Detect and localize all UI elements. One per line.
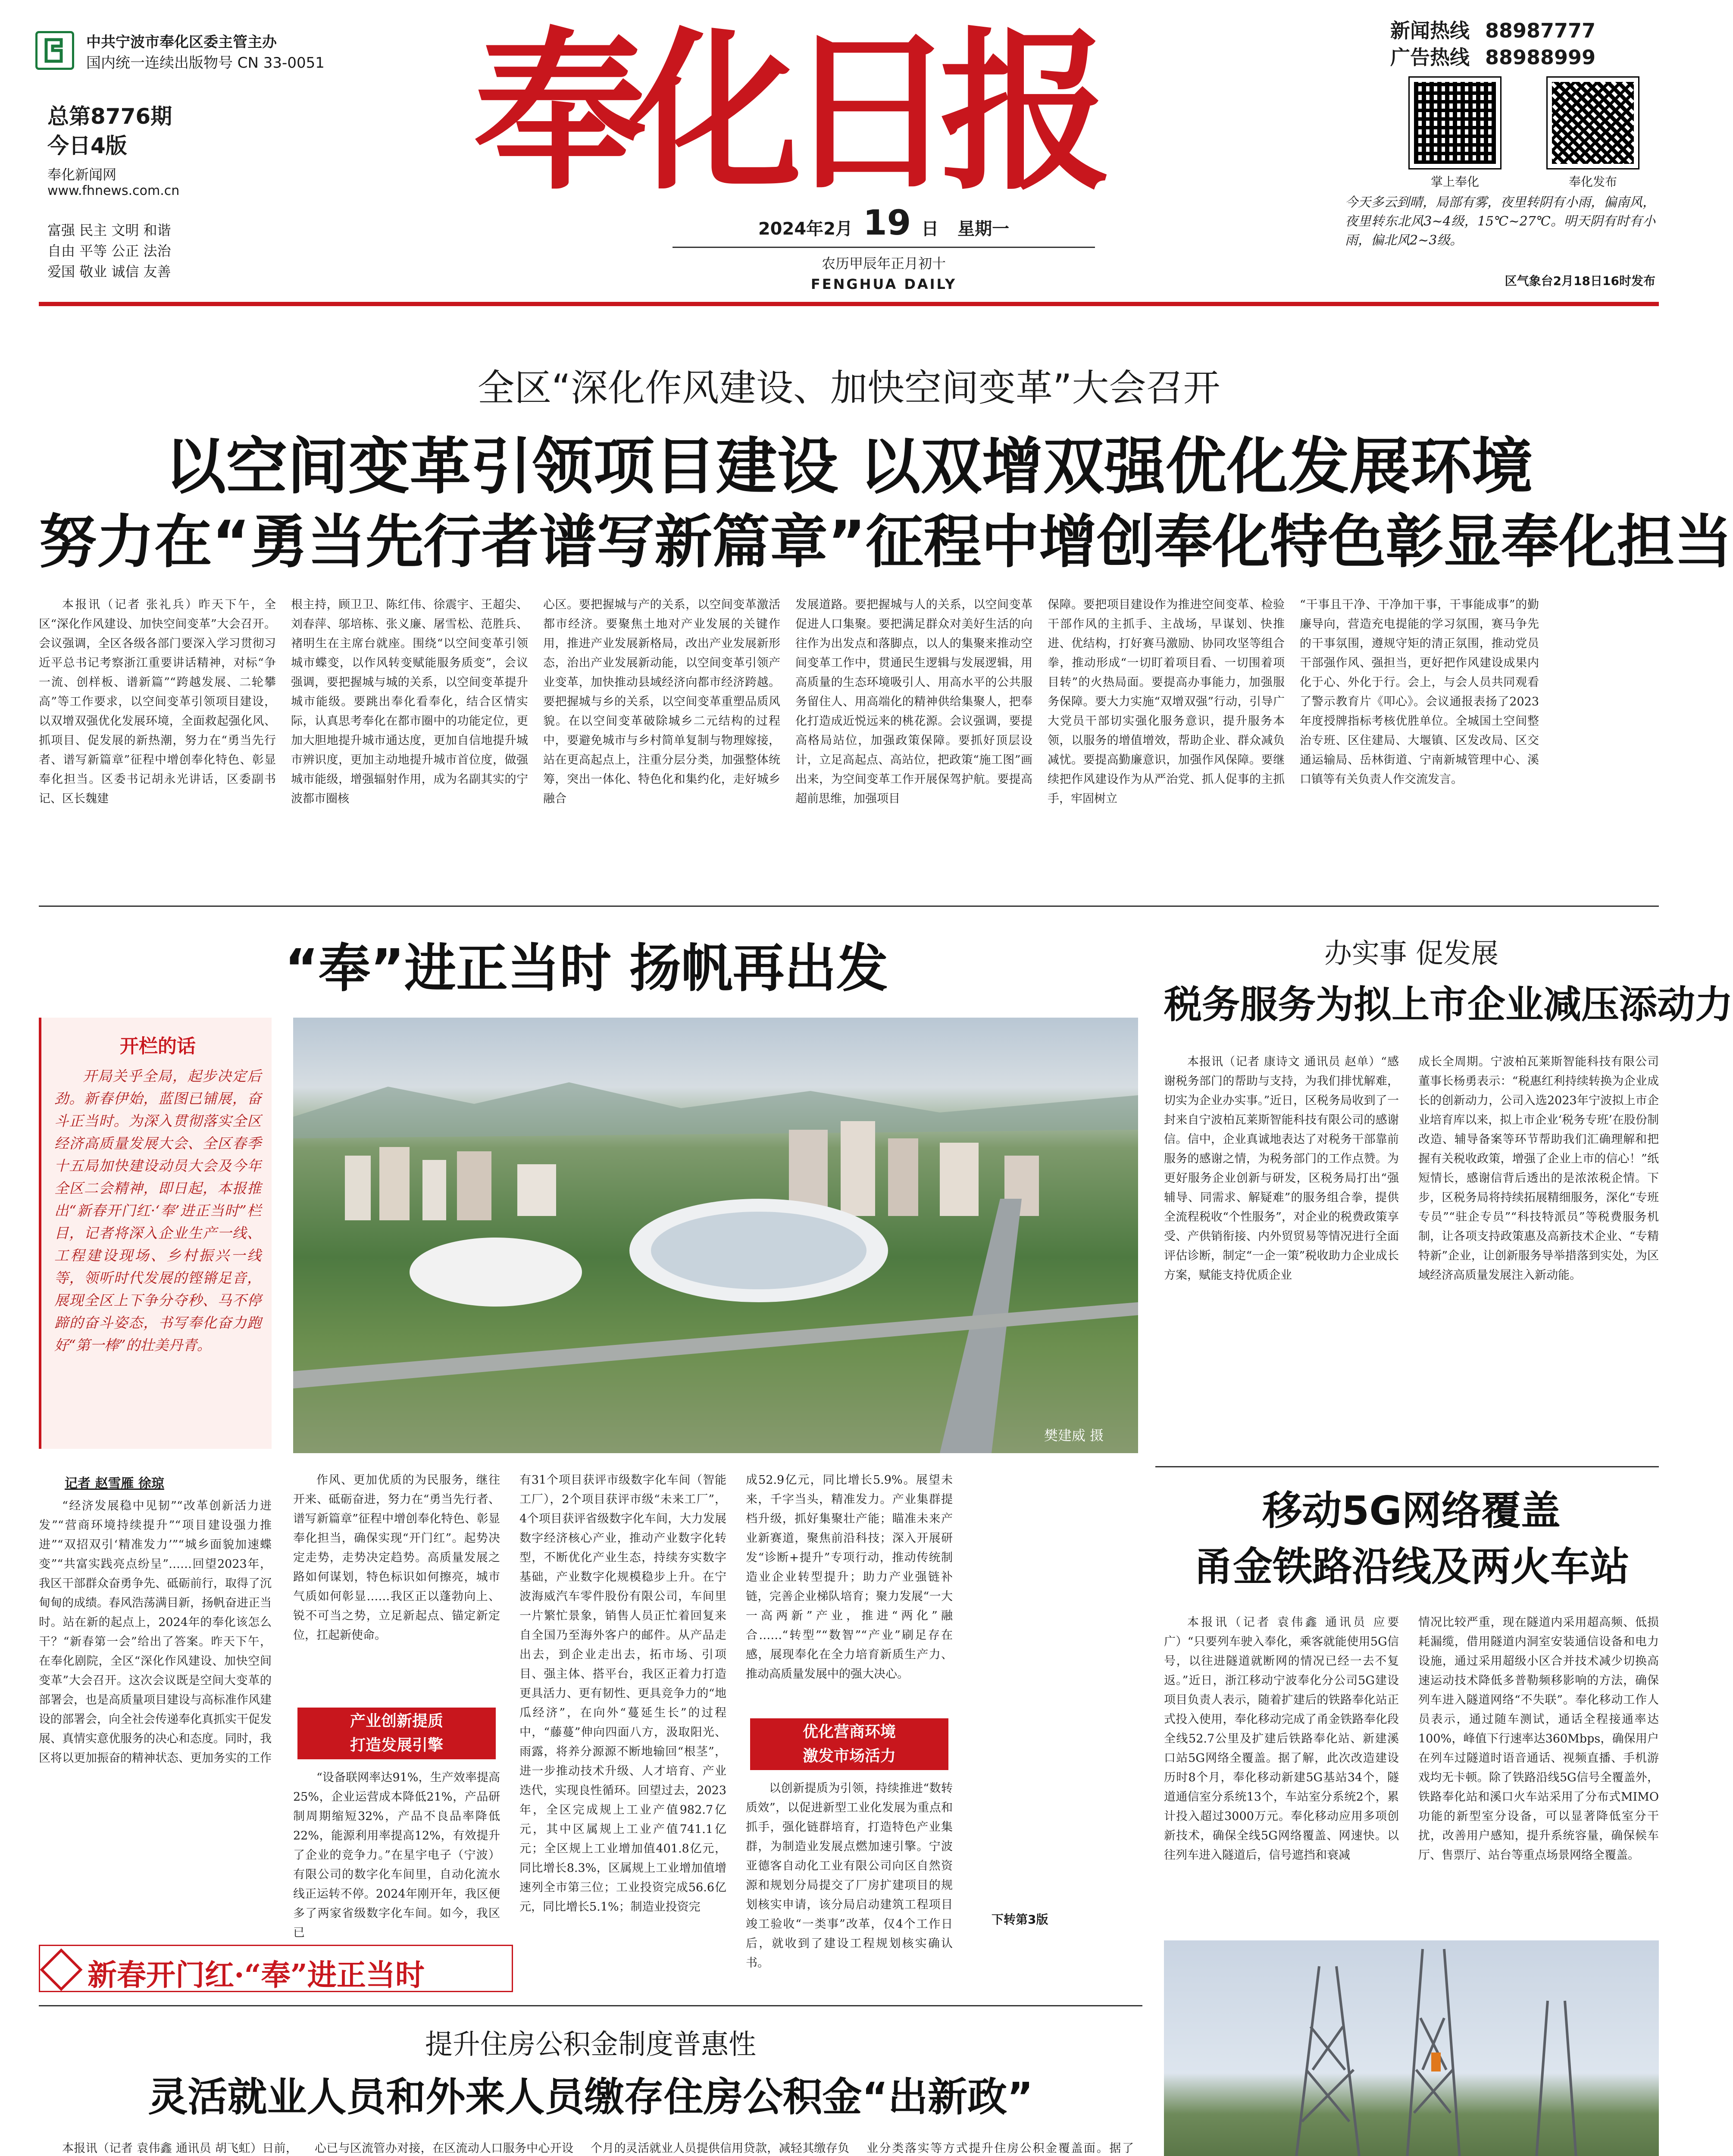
page-count: 今日4版 [47,133,127,158]
site-name: 奉化新闻网 [47,166,117,183]
lead-column: 根主持，顾卫卫、陈红伟、徐震宇、王超尖、刘春萍、邬培栋、张义廉、屠雪松、范胜兵、褚明生在主席台就座。围绕“以空间变革引领城市蝶变，以作风转变赋能服务质变”，会议强调，要把握城与城的关系，以空间变革提升城市能级。要跳出奉化看奉化，结合区情实际，认真思考奉化在都市圈中的功能定位，更加大胆地提升城市通达度，更加自信地提升城市辨识度，更加主动地提升城市首位度，做强城市能级，增强辐射作用，成为名副其实的宁波都市圈核 [291,598,528,805]
spring-column: 有31个项目获评市级数字化车间（智能工厂），2个项目获评市级“未来工厂”，4个项目获评省级数字化车间，大力发展数字经济核心产业，推动产业数字化转型，不断优化产业生态，持续夯实数字基础，产业数字化规模稳步上升。在宁波海威汽车零件股份有限公司，车间里一片繁忙景象，销售人员正忙着回复来自全国乃至海外客户的邮件。从产品走出去，到企业走出去，拓市场、引项目、强主体、搭平台，我区正着力打造更具活力、更有韧性、更具竞争力的“地瓜经济”，在向外“蔓延生长”的过程中，“藤蔓”伸向四面八方，汲取阳光、雨露，将养分源源不断地输回“根茎”，进一步推动技术升级、人才培育、产业迭代，实现良性循环。回望过去，2023年，全区完成规上工业产值982.7亿元，其中区属规上工业产值741.1亿元；全区规上工业增加值401.8亿元，同比增长8.3%，区属规上工业增加值增速列全市第三位；工业投资完成56.6亿元，同比增长5.1%；制造业投资完 [519,1473,726,1914]
lead-column: 心区。要把握城与产的关系，以空间变革激活都市经济。要聚焦土地对产业发展的关键作用，推进产业发展新格局，改出产业发展新形态，治出产业发展新动能，以空间变革引领产业变革，加快推动县域经济向都市经济跨越。要把握城与乡的关系，以空间变革重塑品质风貌。在以空间变革破除城乡二元结构的过程中，要避免城市与乡村简单复制与物理嫁接，站在更高起点上，注重分层分类，加强整体统筹，突出一体化、特色化和集约化，走好城乡融合 [543,598,780,805]
issue-date [690,203,1078,243]
lead-column-extra [1552,595,1659,897]
lead-column: 保障。要把项目建设作为推进空间变革、检验干部作风的主抓手、主战场，早谋划、快推进、优结构，打好赛马激励、协同攻坚等组合拳，推动形成“一切盯着项目看、一切围着项目转”的火热局面。要提高办事能力，加强服务保障。要大力实施“双增双强”行动，引导广大党员干部切实强化服务意识，提升服务本领，以服务的增值增效，帮助企业、群众减负减忧。要提高勤廉意识，加强作风保障。要继续把作风建设作为从严治党、抓人促事的主抓手，牢固树立 [1048,598,1285,805]
hotline-ad-number: 88988999 [1485,46,1596,69]
qr-label: 掌上奉化 [1430,175,1479,189]
hotline-news-label: 新闻热线 [1390,19,1470,42]
values-row: 爱国 敬业 诚信 友善 [47,263,171,280]
values-row: 自由 平等 公正 法治 [47,243,171,259]
spring-column: 成52.9亿元，同比增长5.9%。展望未来，千字当头，精准发力。产业集群提档升级，抓好集聚壮产能；瞄准未来产业新赛道，聚焦前沿科技；深入开展研发“诊断+提升”专项行动，推动传统制造业企业转型提升；助力产业强链补链，完善企业梯队培育；聚力发展“一大一高两新”产业，推进“两化”融合……“转型”“数智”“产业”刷足存在感，展现奉化在全力培育新质生产力、推动高质量发展中的强大决心。 [746,1473,953,1681]
date-day: 19 [863,203,911,243]
pinyin-title: FENGHUA DAILY [810,276,957,292]
column-banner-text: 新春开门红·“奉”进正当时 [88,1958,425,1993]
weather-forecast: 今天多云到晴，局部有雾，夜里转阴有小雨，偏南风，夜里转东北风3~4级，15℃~27℃。明天阴有时有小雨，偏北风2~3级。 [1345,195,1655,248]
continued-note: 下转第3版 [992,1912,1048,1927]
city-skyline-icon [293,1018,1138,1453]
spring-subhead: 优化营商环境 激发市场活力 [750,1718,948,1770]
weekday: 星期一 [957,219,1010,239]
rail5g-headline-2: 甬金铁路沿线及两火车站 [1193,1544,1630,1590]
lead-headline-2: 努力在“勇当先行者谱写新篇章”征程中增创奉化特色彰显奉化担当 [39,508,1733,576]
core-values [47,220,171,282]
sponsor-line: 中共宁波市奉化区委主管主办 [86,34,277,51]
housing-column: 心已与区流管办对接，在区流动人口服务中心开设 [315,2142,573,2155]
column-intro-title: 开栏的话 [120,1035,196,1057]
hotline-ad-label: 广告热线 [1390,46,1470,69]
date-unit: 日 [921,219,939,239]
housing-column: 业分类落实等方式提升住房公积金覆盖面。据了 [866,2142,1134,2155]
tax-headline: 税务服务为拟上市企业减压添动力 [1164,982,1733,1027]
column-intro-box [39,1018,272,1449]
lead-column: “干事且干净、干净加干事，干事能成事”的勤廉导向，营造充电提能的学习氛围，赛马争先的干事氛围，遵规守矩的清正氛围，推动党员干部强作风、强担当，更好把作风建设成果内化于心、外化于行。会上，与会人员共同观看了警示教育片《叩心》。会议通报表扬了2023年度授牌指标考核优胜单位。全城国土空间整治专班、区住建局、大堰镇、区发改局、区交通运输局、岳林街道、宁南新城管理中心、溪口镇等有关负责人作交流发言。 [1300,598,1539,786]
tower-icon [1164,1940,1659,2156]
tax-kicker: 办实事 促发展 [1324,938,1499,970]
lead-column: 本报讯（记者 张礼兵）昨天下午，全区“深化作风建设、加快空间变革”大会召开。会议强调，全区各级各部门要深入学习贯彻习近平总书记考察浙江重要讲话精神，对标“争一流、创样板、谱新篇”“跨越发展、二轮攀高”等工作要求，以空间变革引领项目建设，以双增双强优化发展环境，全面救起强化风、抓项目、促发展的新热潮，努力在“勇当先行者、谱写新篇章”征程中增创奉化特色、彰显奉化担当。区委书记胡永光讲话，区委副书记、区长魏建 [39,598,276,805]
spring-column: “经济发展稳中见韧”“改革创新活力迸发”“营商环境持续提升”“项目建设强力推进”“双招双引‘精准发力’”“城乡面貌加速蝶变”“共富实践亮点纷呈”……回望2023年，我区干部群众奋勇争先、砥砺前行，取得了沉甸甸的成绩。春风浩荡满目新，扬帆奋进正当时。站在新的起点上，2024年的奉化该怎么干？“新春第一会”给出了答案。昨天下午，在奉化剧院，全区“深化作风建设、加快空间变革”大会召开。这次会议既是空间大变革的部署会，也是高质量项目建设与高标准作风建设的部署会，向全社会传递奉化真抓实干促发展、真情实意优服务的决心和态度。同时，我区将以更加振奋的精神状态、更加务实的工作 [39,1499,272,1765]
lunar-date: 农历甲辰年正月初十 [821,255,946,272]
housing-headline: 灵活就业人员和外来人员缴存住房公积金“出新政” [148,2074,1033,2120]
column-banner [39,1945,513,1992]
photo-credit: 樊建威 摄 [1044,1427,1104,1444]
base-station-photo [1164,1940,1659,2156]
hotline-news-number: 88987777 [1485,19,1596,42]
lead-kicker: 全区“深化作风建设、加快空间变革”大会召开 [477,367,1220,410]
spring-column: “设备联网率达91%，生产效率提高25%，企业运营成本降低21%，产品研制周期缩短32%，产品不良品率降低22%，能源利用率提高12%，有效提升了企业的竞争力。”在星宇电子（宁波）有限公司的数字化车间里，自动化流水线正运转不停。2024年刚开年，我区便多了两家省级数字化车间。如今，我区已 [293,1771,500,1940]
rail5g-column: 本报讯（记者 袁伟鑫 通讯员 应要广）“只要列车驶入奉化，乘客就能使用5G信号，以往进隧道就断网的情况已经一去不复返。”近日，浙江移动宁波奉化分公司5G建设项目负责人表示，随着扩建后的铁路奉化站正式投入使用，奉化移动完成了甬金铁路奉化段全线52.7公里及扩建后铁路奉化站、新建溪口站5G网络全覆盖。据了解，此次改造建设历时8个月，奉化移动新建5G基站34个，隧道通信室分系统13个，车站室分系统2个，累计投入超过3000万元。奉化移动应用多项创新技术，确保全线5G网络覆盖、网速快。以往列车进入隧道后，信号遮挡和衰减 [1164,1616,1399,1862]
rail5g-headline-1: 移动5G网络覆盖 [1262,1488,1561,1534]
section-divider [1155,1466,1659,1467]
site-url[interactable]: www.fhnews.com.cn [47,183,180,198]
spring-subhead: 产业创新提质 打造发展引擎 [297,1708,496,1759]
values-row: 富强 民主 文明 和谐 [47,222,171,238]
qr-label: 奉化发布 [1568,175,1617,189]
masthead [0,0,1698,302]
section-divider [39,906,1659,907]
cn-number: 国内统一连续出版物号 CN 33-0051 [86,54,325,72]
spring-reporter: 记者 赵雪雁 徐琼 [65,1476,164,1491]
masthead-rule [39,302,1659,306]
tax-column: 成长全周期。宁波柏瓦莱斯智能科技有限公司董事长杨勇表示：“税惠红利持续转换为企业成长的创新动力，公司入选2023年宁波拟上市企业培育库以来，拟上市企业‘税务专班’在股份制改造、辅导备案等环节帮助我们汇确理解和把握有关税收政策，增强了企业上市的信心！”纸短情长，感谢信背后透出的是浓浓税企情。下步，区税务局将持续拓展精细服务，深化“专班专员”“驻企专员”“科技特派员”等税费服务机制，让各项支持政策惠及高新技术企业、“专精特新”企业，让创新服务导举措落到实处，为区域经济高质量发展注入新动能。 [1418,1055,1659,1282]
hotlines [1390,17,1595,71]
housing-kicker: 提升住房公积金制度普惠性 [425,2029,756,2061]
date-divider [673,247,1095,248]
qr-code-icon[interactable] [1410,78,1500,168]
spring-headline: “奉”进正当时 扬帆再出发 [285,939,888,999]
weather-source: 区气象台2月18日16时发布 [1505,274,1655,288]
newspaper-title: 奉化日报 [474,11,1095,213]
tax-column: 本报讯（记者 康诗文 通讯员 赵单）“感谢税务部门的帮助与支持，为我们排忧解难，切实为企业办实事。”近日，区税务局收到了一封来自宁波柏瓦莱斯智能科技有限公司的感谢信。信中，企业真诚地表达了对税务干部靠前服务的感谢之情，为税务部门的工作点赞。为更好服务企业创新与研发，区税务局打出“强辅导、同需求、解疑难”的服务组合拳，提供全流程税收“个性服务”，对企业的税费政策享受、产供销衔接、内外贸贸易等情况进行全面评估诊断，制定“一企一策”税收助力企业成长方案，赋能支持优质企业 [1164,1055,1399,1282]
housing-column: 本报讯（记者 袁伟鑫 通讯员 胡飞虹）日前， [62,2142,297,2155]
lead-column: 发展道路。要把握城与人的关系，以空间变革促进人口集聚。要把满足群众对美好生活的向往作为出发点和落脚点，以人的集聚来推动空间变革工作中，贯通民生逻辑与发展逻辑，用高质量的生态环境吸引人、用高水平的公共服务留住人、用高端化的精神供给集聚人，把奉化打造成近悦远来的桃花源。会议强调，要提高格局站位，加强政策保障。要抓好顶层设计，立足高起点、高站位，把政策“施工图”画出来，为空间变革工作开展保驾护航。要提高超前思维，加强项目 [795,598,1032,805]
lead-headline-1: 以空间变革引领项目建设 以双增双强优化发展环境 [165,431,1533,502]
column-intro-text: 开局关乎全局，起步决定后劲。新春伊始，蓝图已铺展，奋斗正当时。为深入贯彻落实全区经济高质量发展大会、全区春季十五局加快建设动员大会及今年全区二会精神，即日起，本报推出“新春开门红·‘奉’进正当时”栏目，记者将深入企业生产一线、工程建设现场、乡村振兴一线等，领听时代发展的铿锵足音，展现全区上下争分夺秒、马不停蹄的奋斗姿态，书写奉化奋力跑好“第一棒”的壮美丹青。 [54,1068,261,1354]
issue-number: 总第8776期 [47,104,172,129]
housing-column: 个月的灵活就业人员提供信用贷款，减轻其缴存负 [591,2142,849,2155]
spring-column: 以创新提质为引领，持续推进“数转质效”，以促进新型工业化发展为重点和抓手，强化链群培育，打造特色产业集群，为制造业发展点燃加速引擎。宁波亚德客自动化工业有限公司向区自然资源和规划分局提交了厂房扩建项目的规划核实申请，该分局启动建筑工程项目竣工验收“一类事”改革，仅4个工作日后，就收到了建设工程规划核实确认书。 [746,1782,953,1970]
knot-icon [40,1949,83,1991]
qr-code-icon[interactable] [1548,78,1638,168]
date-year-month: 2024年2月 [758,219,853,239]
party-logo-icon [35,31,74,70]
city-aerial-photo [293,1018,1138,1453]
rail5g-column: 情况比较严重，现在隧道内采用超高频、低损耗漏缆，借用隧道内洞室安装通信设备和电力设施，通过采用超级小区合并技术减少切换高速运动技术降低多普勒频移影响的方法，确保列车进入隧道网络“不失联”。奉化移动工作人员表示，通过随车测试，通话全程接通率达100%，峰值下行速率达360Mbps，确保用户在列车过隧道时语音通话、视频直播、手机游戏均无卡顿。除了铁路沿线5G信号全覆盖外，铁路奉化站和溪口火车站采用了分布式MIMO功能的新型室分设备，可以显著降低室分干扰，改善用户感知，提升系统容量，确保候车厅、售票厅、站台等重点场景网络全覆盖。 [1418,1616,1659,1862]
section-divider [39,2005,1142,2006]
spring-column: 作风、更加优质的为民服务，继往开来、砥砺奋进，努力在“勇当先行者、谱写新篇章”征程中增创奉化特色、彰显奉化担当，确保实现“开门红”。起势决定走势，走势决定趋势。高质量发展之路如何谋划，特色标识如何擦亮，城市气质如何彰显……我区正以蓬勃向上、锐不可当之势，立足新起点、锚定新定位，扛起新使命。 [293,1473,500,1642]
